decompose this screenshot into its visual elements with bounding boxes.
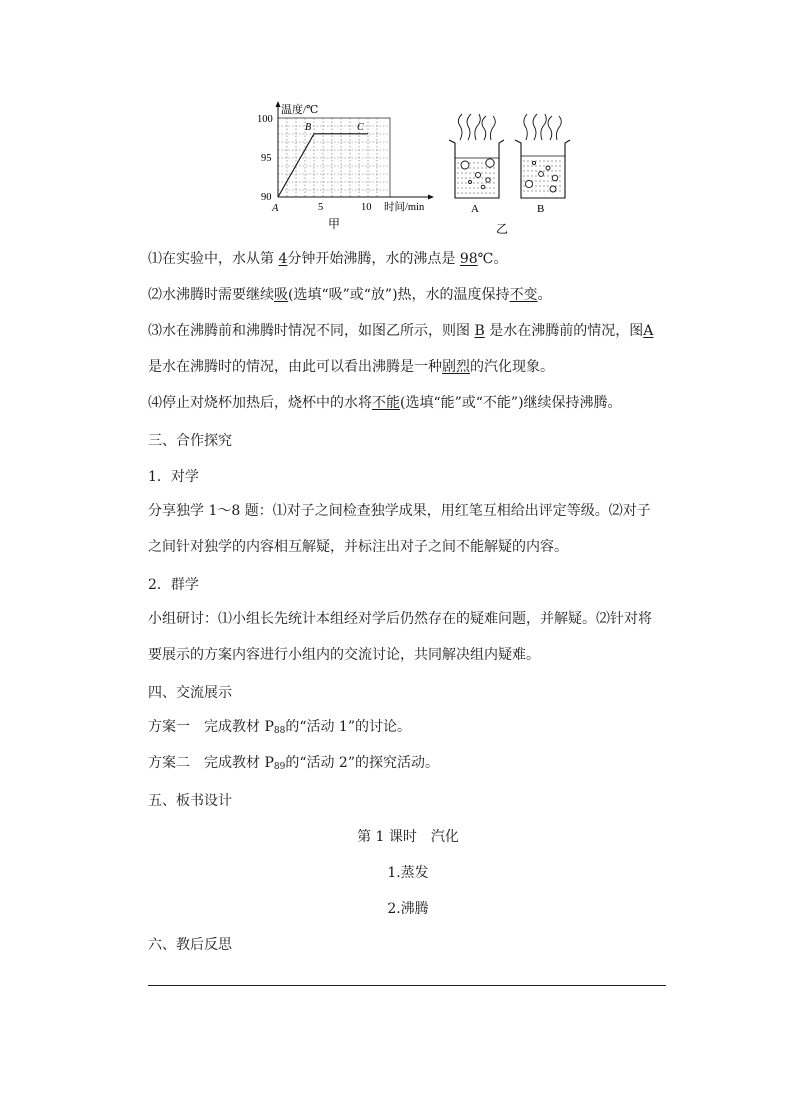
figure <box>250 100 580 240</box>
figure-jia-caption: 甲 <box>328 217 341 231</box>
x-tick-5: 5 <box>318 202 324 213</box>
y-axis-label: 温度/℃ <box>281 104 319 116</box>
q1-text-c: 分钟开始沸腾，水的沸点是 <box>287 251 460 267</box>
q3-answer-during: A <box>643 323 654 339</box>
q4-text-a: ⑷停止对烧杯加热后，烧杯中的水将 <box>148 395 372 411</box>
q4-text-c: (选填“能”或“不能”)继续保持沸腾。 <box>400 395 622 411</box>
board-item-1: 1.蒸发 <box>387 865 429 881</box>
section-3-2-heading: 2．群学 <box>148 577 199 593</box>
section-3-2-text-1: 小组研讨：⑴小组长先统计本组经对学后仍然存在的疑难问题，并解疑。⑵针对将 <box>148 611 652 627</box>
plan-1 <box>148 717 411 741</box>
plan-1-page: 88 <box>273 726 286 736</box>
point-c-label: C <box>357 122 364 133</box>
beaker-a <box>449 114 504 198</box>
section-3-1-heading: 1．对学 <box>148 469 199 485</box>
section-3-2-text-2: 要展示的方案内容进行小组内的交流讨论，共同解决组内疑难。 <box>148 647 540 663</box>
section-6-heading: 六、教后反思 <box>148 937 232 953</box>
q1-text-a: ⑴在实验中，水从第 <box>148 251 279 267</box>
q3-text-c: 是水在沸腾前的情况，图 <box>484 323 644 339</box>
q1-text-e: ℃。 <box>477 251 508 267</box>
question-3-line-1 <box>148 321 653 341</box>
board-title: 第 1 课时 汽化 <box>357 829 459 845</box>
section-3-1-text-1: 分享独学 1～8 题：⑴对子之间检查独学成果，用红笔互相给出评定等级。⑵对子 <box>148 503 651 519</box>
q1-answer-minute: 4 <box>278 251 288 267</box>
section-4-heading: 四、交流展示 <box>148 685 232 701</box>
reflection-line <box>148 985 666 986</box>
figure-yi-caption: 乙 <box>496 222 509 236</box>
beaker-b-label: B <box>537 203 545 215</box>
section-5-heading: 五、板书设计 <box>148 793 232 809</box>
question-4 <box>148 393 622 413</box>
section-3-heading: 三、合作探究 <box>148 433 232 449</box>
x-tick-10: 10 <box>361 202 372 213</box>
q3-answer-before: B <box>474 323 485 339</box>
q2-answer-absorb: 吸 <box>274 287 288 303</box>
y-tick-100: 100 <box>257 114 273 125</box>
y-tick-95: 95 <box>261 153 272 164</box>
q2-text-a: ⑵水沸腾时需要继续 <box>148 287 274 303</box>
q4-answer-cannot: 不能 <box>372 395 400 411</box>
q3-text-a: ⑶水在沸腾前和沸腾时情况不同，如图乙所示，则图 <box>148 323 475 339</box>
plan-2-text-a: 方案二 完成教材 P <box>148 755 274 771</box>
chart-grid <box>278 118 390 197</box>
q3-answer-violent: 剧烈 <box>442 359 470 375</box>
x-axis-label: 时间/min <box>384 202 425 213</box>
beaker-a-label: A <box>471 203 479 215</box>
question-2 <box>148 285 552 305</box>
question-1 <box>148 249 507 269</box>
plan-2-page: 89 <box>273 762 286 772</box>
point-b-label: B <box>305 122 312 133</box>
point-a-label: A <box>272 203 279 214</box>
plan-2 <box>148 753 439 777</box>
q3-text-line2a: 是水在沸腾时的情况，由此可以看出沸腾是一种 <box>148 359 442 375</box>
question-3-line-2 <box>148 357 554 377</box>
plan-2-text-b: 的“活动 2”的探究活动。 <box>285 755 439 771</box>
section-3-1-text-2: 之间针对独学的内容相互解疑，并标注出对子之间不能解疑的内容。 <box>148 539 568 555</box>
q2-text-e: 。 <box>537 287 552 303</box>
board-item-2: 2.沸腾 <box>387 901 429 917</box>
beaker-b <box>515 114 570 198</box>
plan-1-text-b: 的“活动 1”的讨论。 <box>285 719 411 735</box>
q1-answer-boiling-point: 98 <box>459 251 478 267</box>
plan-1-text-a: 方案一 完成教材 P <box>148 719 274 735</box>
q2-answer-unchanged: 不变 <box>509 287 538 303</box>
y-tick-90: 90 <box>261 192 272 203</box>
q3-text-line2c: 的汽化现象。 <box>470 359 554 375</box>
q2-text-c: (选填“吸”或“放”)热，水的温度保持 <box>288 287 510 303</box>
